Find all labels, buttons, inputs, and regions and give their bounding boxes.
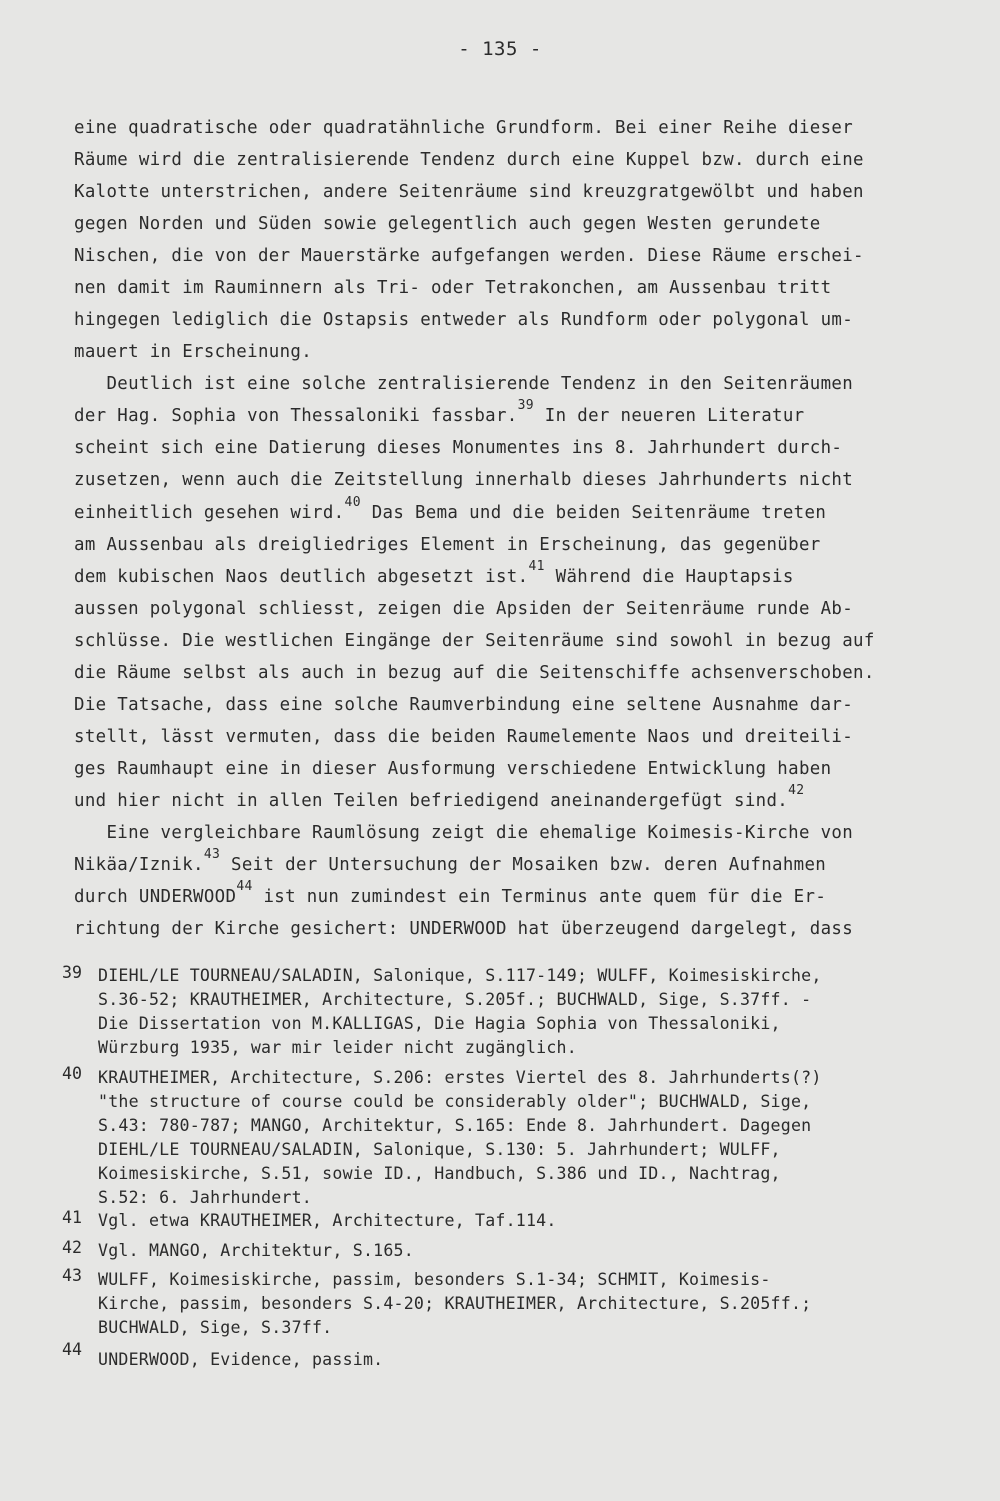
footnote-number: 42: [62, 1238, 82, 1257]
footnote-ref: 41: [528, 559, 545, 574]
body-line: eine quadratische oder quadratähnliche Grundform. Bei einer Reihe dieser: [74, 118, 854, 138]
body-line-text: der Hag. Sophia von Thessaloniki fassbar.: [74, 406, 518, 426]
footnote-line: DIEHL/LE TOURNEAU/SALADIN, Salonique, S.117-149; WULFF, Koimesiskirche,: [98, 966, 822, 985]
body-line-text: durch UNDERWOOD: [74, 887, 237, 907]
footnote-number: 43: [62, 1266, 82, 1285]
footnote-line: Die Dissertation von M.KALLIGAS, Die Hagia Sophia von Thessaloniki,: [98, 1014, 781, 1033]
body-line-tail: Seit der Untersuchung der Mosaiken bzw. deren Aufnahmen: [220, 855, 827, 875]
body-line-tail: ist nun zumindest ein Terminus ante quem für die Er-: [252, 887, 827, 907]
body-line-tail: Das Bema und die beiden Seitenräume treten: [360, 503, 827, 523]
body-line-text: einheitlich gesehen wird.: [74, 503, 345, 523]
footnote-number: 44: [62, 1340, 82, 1359]
footnote-number: 39: [62, 963, 82, 982]
footnote-line: S.52: 6. Jahrhundert.: [98, 1188, 312, 1207]
body-line-text: dem kubischen Naos deutlich abgesetzt ist.: [74, 567, 529, 587]
body-line: hingegen lediglich die Ostapsis entweder als Rundform oder polygonal um-: [74, 310, 854, 330]
footnote-line: Vgl. etwa KRAUTHEIMER, Architecture, Taf.114.: [98, 1211, 557, 1230]
body-line: aussen polygonal schliesst, zeigen die Apsiden der Seitenräume runde Ab-: [74, 599, 854, 619]
body-line-tail: In der neueren Literatur: [533, 406, 805, 426]
footnote-line: BUCHWALD, Sige, S.37ff.: [98, 1318, 333, 1337]
body-line-text: Nikäa/Iznik.: [74, 855, 204, 875]
body-line: am Aussenbau als dreigliedriges Element in Erscheinung, das gegenüber: [74, 535, 821, 555]
footnote-line: KRAUTHEIMER, Architecture, S.206: erstes Viertel des 8. Jahrhunderts(?): [98, 1068, 822, 1087]
footnote-ref: 42: [788, 783, 805, 798]
body-line: zusetzen, wenn auch die Zeitstellung innerhalb dieses Jahrhunderts nicht: [74, 470, 854, 490]
footnote-ref: 43: [203, 847, 221, 862]
footnote-line: Kirche, passim, besonders S.4-20; KRAUTHEIMER, Architecture, S.205ff.;: [98, 1294, 812, 1313]
footnote-line: "the structure of course could be considerably older"; BUCHWALD, Sige,: [98, 1092, 812, 1111]
body-line: Deutlich ist eine solche zentralisierende Tendenz in den Seitenräumen: [74, 374, 854, 394]
footnote-ref: 44: [236, 879, 253, 894]
footnote-line: Vgl. MANGO, Architektur, S.165.: [98, 1241, 414, 1260]
body-line: nen damit im Rauminnern als Tri- oder Tetrakonchen, am Aussenbau tritt: [74, 278, 832, 298]
body-line-tail: Während die Hauptapsis: [544, 567, 794, 587]
footnote-line: UNDERWOOD, Evidence, passim.: [98, 1350, 384, 1369]
body-line: [74, 879, 827, 910]
body-line: Räume wird die zentralisierende Tendenz durch eine Kuppel bzw. durch eine: [74, 150, 864, 170]
footnote-number: 41: [62, 1208, 82, 1227]
body-line: [74, 495, 827, 526]
body-line: die Räume selbst als auch in bezug auf die Seitenschiffe achsenverschoben.: [74, 663, 875, 683]
page-number: - 135 -: [458, 38, 542, 60]
body-line: richtung der Kirche gesichert: UNDERWOOD hat überzeugend dargelegt, dass: [74, 919, 854, 939]
body-line: stellt, lässt vermuten, dass die beiden Raumelemente Naos und dreiteili-: [74, 727, 854, 747]
footnote-ref: 39: [517, 398, 534, 413]
body-line: ges Raumhaupt eine in dieser Ausformung verschiedene Entwicklung haben: [74, 759, 832, 779]
body-line: gegen Norden und Süden sowie gelegentlich auch gegen Westen gerundete: [74, 214, 821, 234]
body-line: [74, 783, 805, 814]
body-line: scheint sich eine Datierung dieses Monumentes ins 8. Jahrhundert durch-: [74, 438, 843, 458]
footnote-number: 40: [62, 1064, 82, 1083]
body-line: schlüsse. Die westlichen Eingänge der Seitenräume sind sowohl in bezug auf: [74, 631, 875, 651]
body-line: Kalotte unterstrichen, andere Seitenräume sind kreuzgratgewölbt und haben: [74, 182, 864, 202]
body-line: Eine vergleichbare Raumlösung zeigt die ehemalige Koimesis-Kirche von: [74, 823, 854, 843]
footnote-line: Würzburg 1935, war mir leider nicht zugänglich.: [98, 1038, 577, 1057]
body-line: mauert in Erscheinung.: [74, 342, 313, 362]
body-line: [74, 398, 805, 429]
body-line-text: und hier nicht in allen Teilen befriedigend aneinandergefügt sind.: [74, 791, 789, 811]
footnote-line: S.36-52; KRAUTHEIMER, Architecture, S.205f.; BUCHWALD, Sige, S.37ff. -: [98, 990, 812, 1009]
body-line: [74, 847, 827, 878]
footnote-ref: 40: [344, 495, 361, 510]
footnote-line: S.43: 780-787; MANGO, Architektur, S.165: Ende 8. Jahrhundert. Dagegen: [98, 1116, 812, 1135]
footnote-line: DIEHL/LE TOURNEAU/SALADIN, Salonique, S.130: 5. Jahrhundert; WULFF,: [98, 1140, 781, 1159]
body-line: [74, 559, 794, 590]
footnote-line: Koimesiskirche, S.51, sowie ID., Handbuch, S.386 und ID., Nachtrag,: [98, 1164, 781, 1183]
footnote-line: WULFF, Koimesiskirche, passim, besonders S.1-34; SCHMIT, Koimesis-: [98, 1270, 771, 1289]
body-line: Nischen, die von der Mauerstärke aufgefangen werden. Diese Räume erschei-: [74, 246, 864, 266]
body-line: Die Tatsache, dass eine solche Raumverbindung eine seltene Ausnahme dar-: [74, 695, 854, 715]
